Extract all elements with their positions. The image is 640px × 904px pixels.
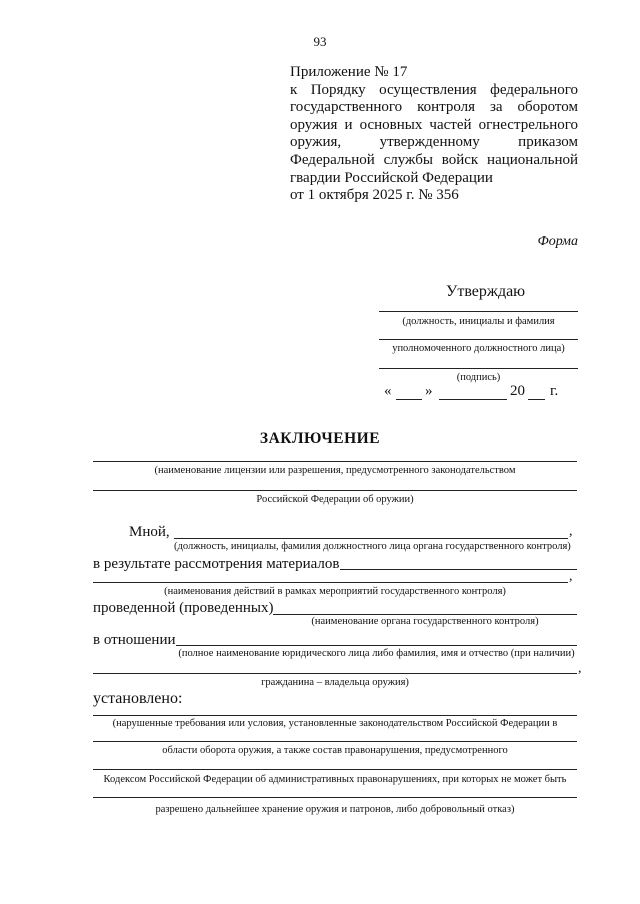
review-label: в результате рассмотрения материалов [93, 556, 340, 572]
violations-line-3 [93, 769, 577, 770]
date-day-line [396, 399, 422, 400]
appendix-line: оружия и основных частей огнестрельного [290, 116, 578, 133]
by-me-label: Мной, [129, 524, 170, 540]
approver-position-caption: (должность, инициалы и фамилия [402, 316, 555, 327]
date-year-line [528, 399, 545, 400]
citizen-line [93, 673, 577, 674]
conducted-label: проведенной (проведенных) [93, 600, 274, 616]
appendix-line: от 1 октября 2025 г. № 356 [290, 187, 459, 204]
date-year-prefix: 20 [510, 383, 525, 399]
license-caption: (наименование лицензии или разрешения, предусмотренного законодательством [154, 465, 516, 476]
violations-line-1 [93, 715, 577, 716]
date-month-line [439, 399, 507, 400]
approver-official-caption: уполномоченного должностного лица) [392, 343, 565, 354]
appendix-line: к Порядку осуществления федерального [290, 81, 578, 98]
appendix-line: государственного контроля за оборотом [290, 99, 578, 116]
citizen-caption: гражданина – владельца оружия) [261, 677, 409, 688]
appendix-line: гвардии Российской Федерации [290, 169, 493, 186]
appendix-line: Федеральной службы войск национальной [290, 151, 578, 168]
entity-line [176, 645, 577, 646]
violations-caption-3: Кодексом Российской Федерации об административных правонарушениях, при которых не может быть [103, 774, 567, 785]
violations-caption-4: разрешено дальнейшее хранение оружия и патронов, либо добровольный отказ) [155, 804, 515, 815]
conducted-line [273, 614, 577, 615]
regarding-label: в отношении [93, 632, 176, 648]
approver-position-line [379, 311, 578, 312]
signature-caption: (подпись) [456, 372, 501, 383]
license-line [93, 461, 577, 462]
date-year-suffix: г. [550, 383, 559, 399]
license-line-2 [93, 490, 577, 491]
comma: , [578, 661, 582, 676]
review-line [340, 569, 577, 570]
violations-caption-1: (нарушенные требования или условия, установленные законодательством Российской Федерации в [112, 718, 558, 729]
date-close-quote: » [425, 383, 433, 399]
established-label: установлено: [93, 690, 183, 707]
comma: , [569, 569, 573, 584]
appendix-block [290, 64, 578, 205]
official-line [174, 538, 568, 539]
control-body-caption: (наименование органа государственного контроля) [311, 616, 539, 627]
actions-line [93, 582, 568, 583]
license-caption-2: Российской Федерации об оружии) [256, 494, 414, 505]
appendix-line: Приложение № 17 [290, 64, 408, 80]
official-caption: (должность, инициалы, фамилия должностного лица органа государственного контроля) [174, 541, 571, 552]
violations-line-2 [93, 741, 577, 742]
appendix-line: оружия, утвержденному приказом [290, 134, 578, 151]
form-label: Форма [537, 234, 578, 249]
approval-heading: Утверждаю [446, 283, 526, 300]
signature-line [379, 368, 578, 369]
page-number: 93 [313, 34, 327, 49]
entity-caption: (полное наименование юридического лица либо фамилия, имя и отчество (при наличии) [178, 648, 575, 659]
approver-official-line [379, 339, 578, 340]
comma: , [569, 524, 573, 539]
violations-caption-2: области оборота оружия, а также состав правонарушения, предусмотренного [162, 745, 508, 756]
approval-date [384, 383, 392, 400]
actions-caption: (наименования действий в рамках мероприятий государственного контроля) [164, 586, 506, 597]
date-open-quote: « [384, 383, 392, 399]
document-title: ЗАКЛЮЧЕНИЕ [259, 430, 381, 447]
violations-line-4 [93, 797, 577, 798]
